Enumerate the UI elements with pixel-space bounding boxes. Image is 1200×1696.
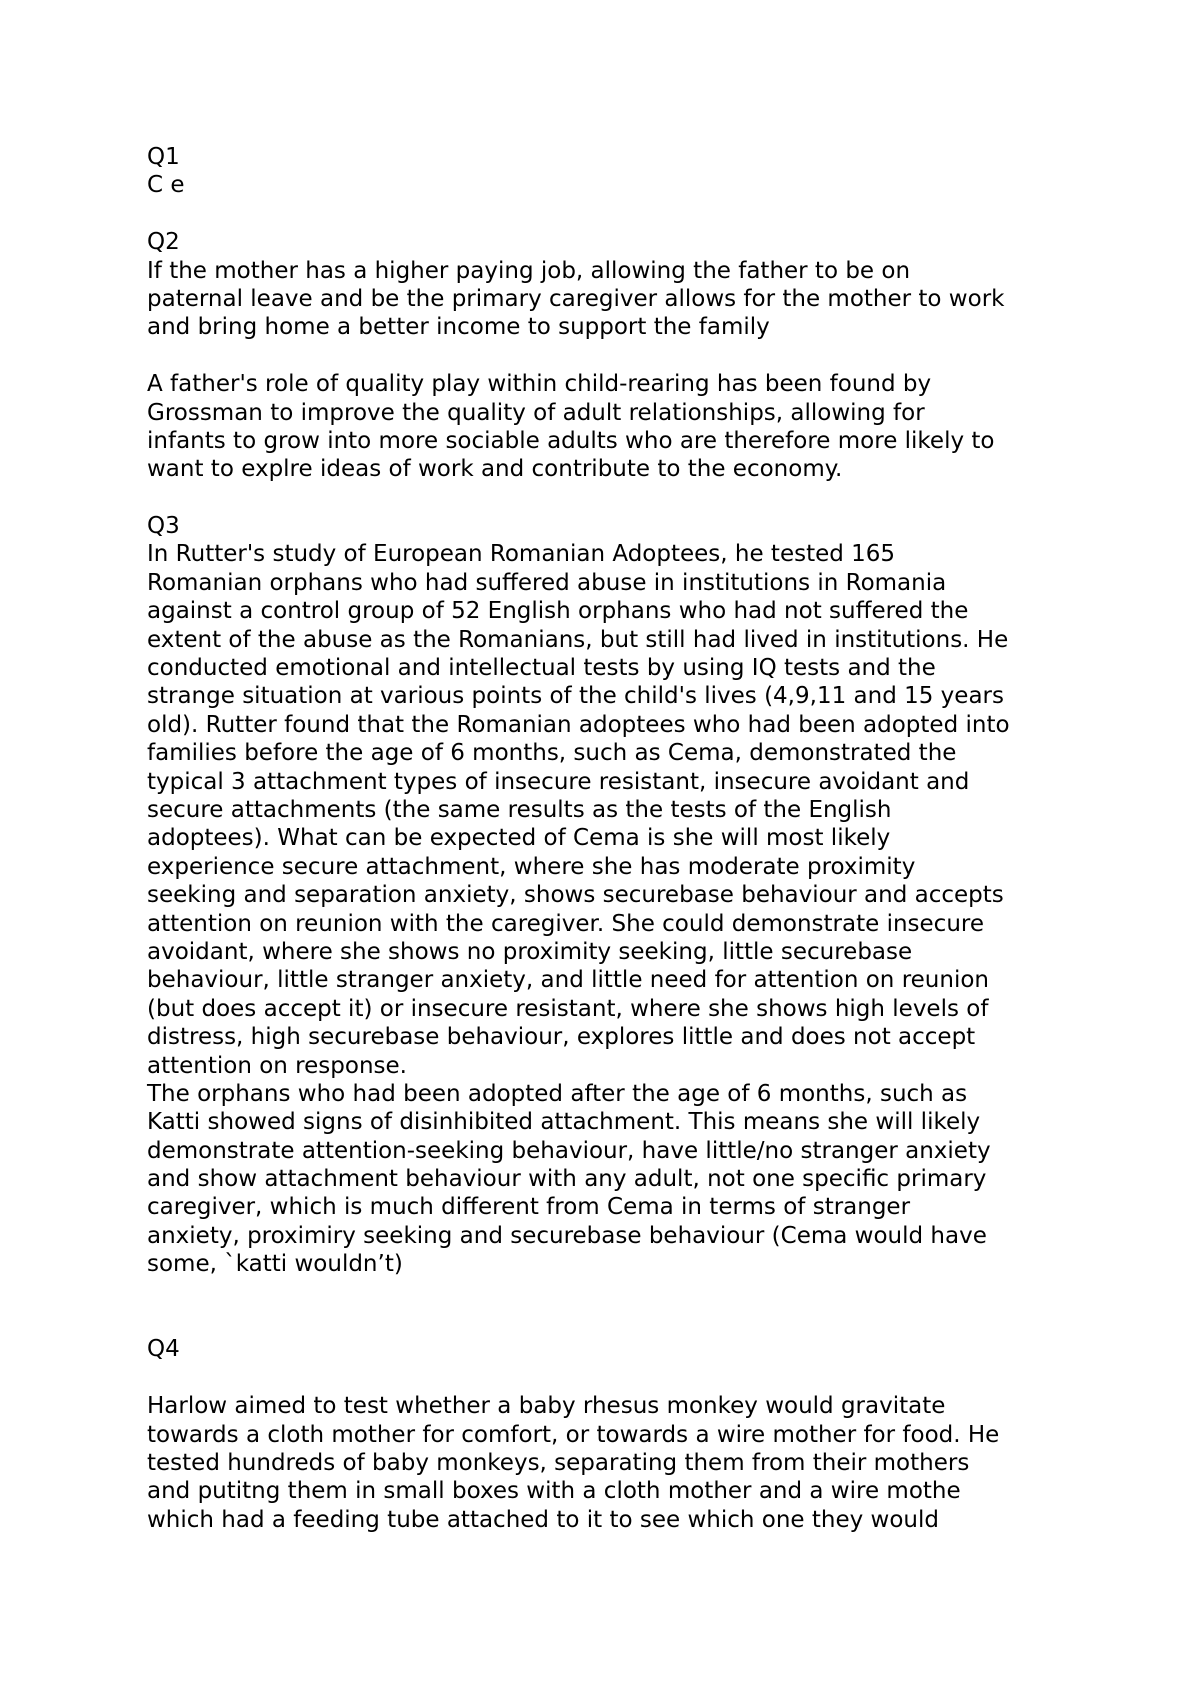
text-line: In Rutter's study of European Romanian Adoptees, he tested 165 <box>147 541 896 568</box>
blank-line <box>147 200 1077 228</box>
blank-line <box>147 484 1077 512</box>
text-line: caregiver, which is much different from Cema in terms of stranger <box>147 1194 911 1221</box>
text-line: Katti showed signs of disinhibited attachment. This means she will likely <box>147 1109 981 1136</box>
text-line: The orphans who had been adopted after the age of 6 months, such as <box>147 1080 968 1107</box>
question-heading: Q4 <box>147 1336 180 1363</box>
text-line: and putitng them in small boxes with a cloth mother and a wire mothe <box>147 1478 961 1505</box>
text-line: C e <box>147 172 185 199</box>
text-line: secure attachments (the same results as the tests of the English <box>147 796 892 823</box>
text-line: A father's role of quality play within child-rearing has been found by <box>147 371 932 398</box>
text-line: and show attachment behaviour with any adult, not one specific primary <box>147 1166 987 1193</box>
text-line: avoidant, where she shows no proximity seeking, little securebase <box>147 938 913 965</box>
text-line: families before the age of 6 months, such as Cema, demonstrated the <box>147 740 957 767</box>
question-heading: Q1 <box>147 144 180 170</box>
text-line: some, `katti wouldn’t) <box>147 1251 403 1278</box>
text-line: adoptees). What can be expected of Cema is she will most likely <box>147 825 891 852</box>
question-heading: Q2 <box>147 229 180 256</box>
text-line: attention on reunion with the caregiver. She could demonstrate insecure <box>147 910 985 937</box>
text-line: conducted emotional and intellectual tests by using IQ tests and the <box>147 655 936 682</box>
blank-line <box>147 1279 1077 1307</box>
document-page <box>147 143 1077 1534</box>
text-line: tested hundreds of baby monkeys, separating them from their mothers <box>147 1449 970 1476</box>
text-line: and bring home a better income to support the family <box>147 314 770 341</box>
text-line: anxiety, proximiry seeking and securebase behaviour (Cema would have <box>147 1222 987 1249</box>
text-line: typical 3 attachment types of insecure resistant, insecure avoidant and <box>147 768 970 795</box>
text-line: old). Rutter found that the Romanian adoptees who had been adopted into <box>147 711 1010 738</box>
text-line: experience secure attachment, where she has moderate proximity <box>147 853 916 880</box>
question-heading: Q3 <box>147 513 180 540</box>
text-line: against a control group of 52 English orphans who had not suffered the <box>147 598 969 625</box>
text-line: want to explre ideas of work and contribute to the economy. <box>147 456 843 483</box>
blank-line <box>147 342 1077 370</box>
text-line: which had a feeding tube attached to it to see which one they would <box>147 1506 939 1533</box>
text-line: paternal leave and be the primary caregiver allows for the mother to work <box>147 285 1005 312</box>
text-line: distress, high securebase behaviour, explores little and does not accept <box>147 1024 976 1051</box>
text-line: infants to grow into more sociable adults who are therefore more likely to <box>147 427 995 454</box>
text-line: If the mother has a higher paying job, allowing the father to be on <box>147 257 911 284</box>
text-line: Grossman to improve the quality of adult relationships, allowing for <box>147 399 925 426</box>
text-line: strange situation at various points of the child's lives (4,9,11 and 15 years <box>147 683 1004 710</box>
text-line: (but does accept it) or insecure resistant, where she shows high levels of <box>147 995 989 1022</box>
text-line: Harlow aimed to test whether a baby rhesus monkey would gravitate <box>147 1393 946 1420</box>
text-line: attention on response. <box>147 1052 407 1079</box>
text-line: behaviour, little stranger anxiety, and little need for attention on reunion <box>147 967 989 994</box>
blank-line <box>147 1364 1077 1392</box>
text-line: seeking and separation anxiety, shows securebase behaviour and accepts <box>147 882 1004 909</box>
text-line: extent of the abuse as the Romanians, but still had lived in institutions. He <box>147 626 1009 653</box>
text-line: towards a cloth mother for comfort, or towards a wire mother for food. He <box>147 1421 1000 1448</box>
blank-line <box>147 1307 1077 1335</box>
text-line: Romanian orphans who had suffered abuse in institutions in Romania <box>147 569 947 596</box>
text-line: demonstrate attention-seeking behaviour, have little/no stranger anxiety <box>147 1137 991 1164</box>
